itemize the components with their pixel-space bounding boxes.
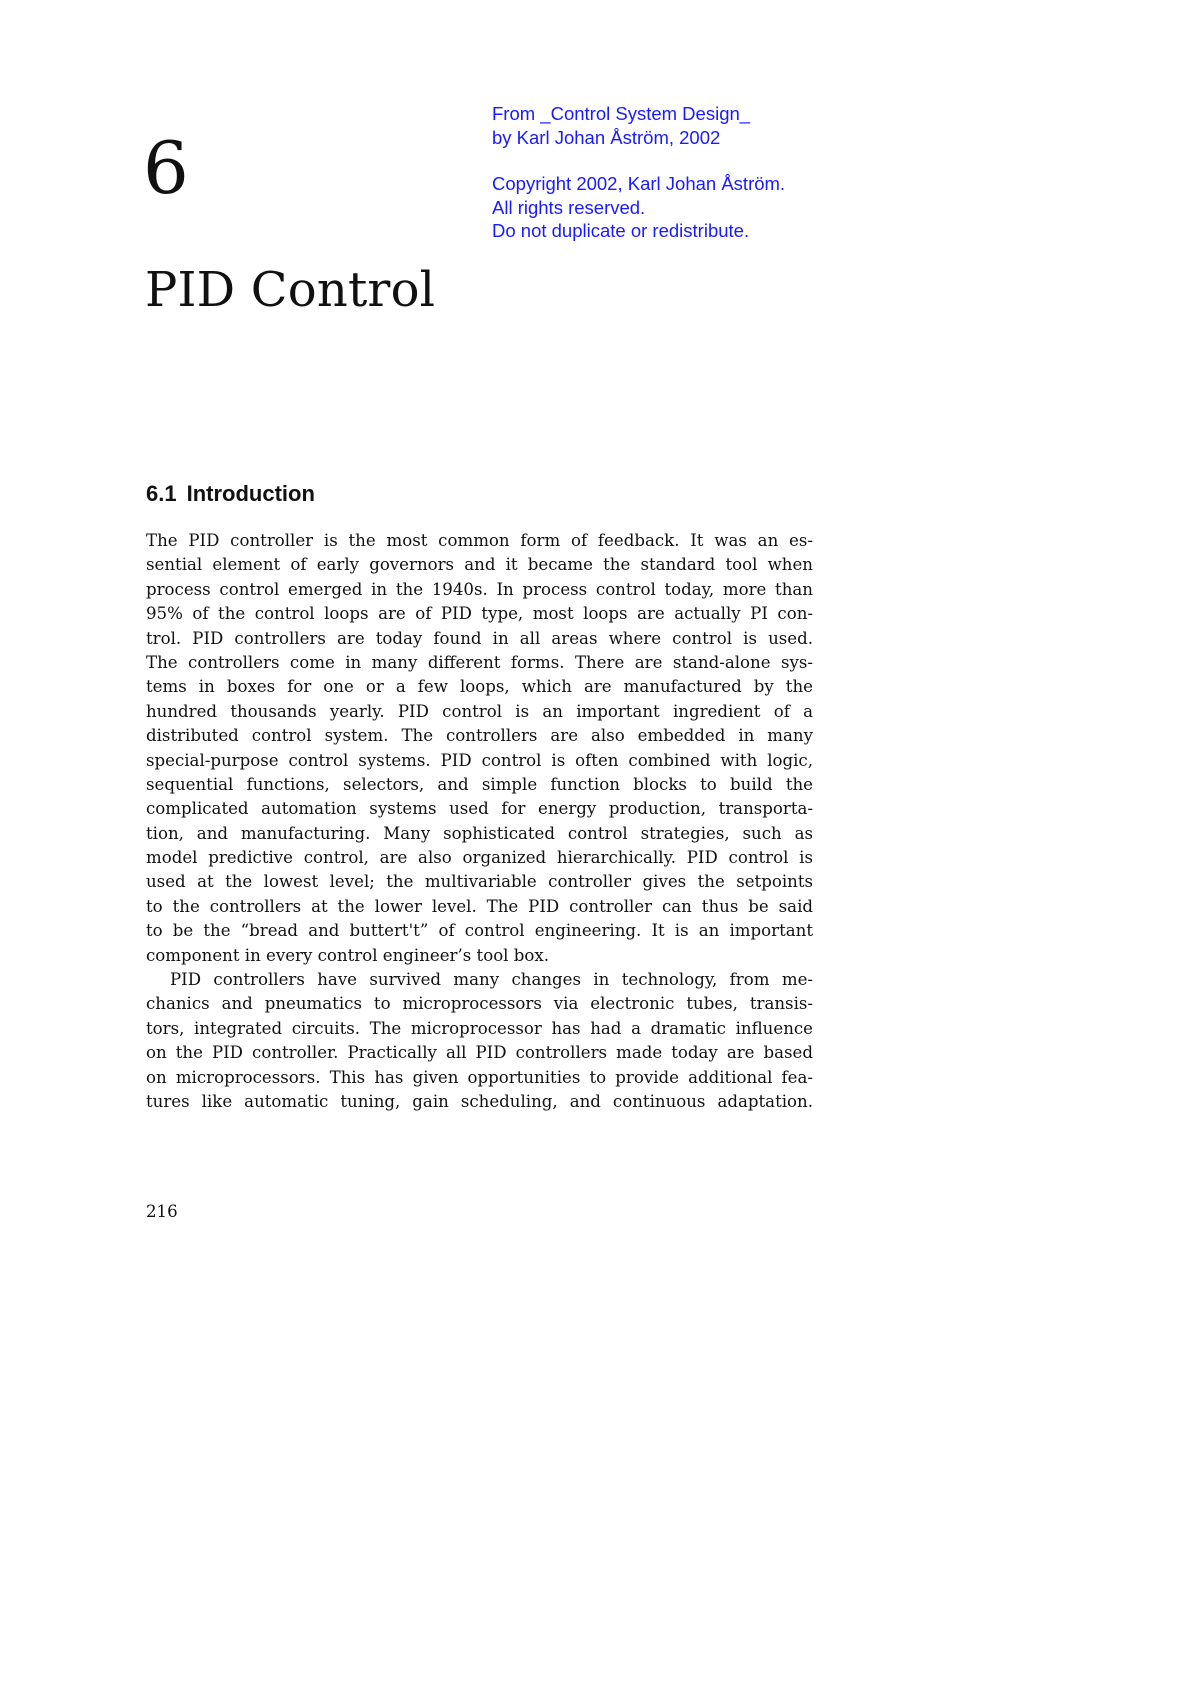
text-line: sential element of early governors and it became the standard tool when <box>146 555 813 575</box>
page-number: 216 <box>146 1202 178 1221</box>
text-line: tors, integrated circuits. The microprocessor has had a dramatic influence <box>146 1018 813 1038</box>
section-title: Introduction <box>186 481 315 506</box>
text-line: component in every control engineer’s tool box. <box>146 945 550 965</box>
text-line: to the controllers at the lower level. The PID controller can thus be said <box>146 896 813 916</box>
text-line: trol. PID controllers are today found in all areas where control is used. <box>146 628 813 648</box>
copyright-notice <box>492 102 785 243</box>
text-line: The PID controller is the most common form of feedback. It was an es- <box>146 531 813 550</box>
source-attribution <box>492 102 785 149</box>
text-line: to be the “bread and buttert't” of control engineering. It is an important <box>146 921 813 941</box>
paragraph <box>146 529 813 968</box>
text-line: complicated automation systems used for energy production, transporta- <box>146 799 813 819</box>
copyright-statement <box>492 172 785 243</box>
text-line: process control emerged in the 1940s. In process control today, more than <box>146 579 813 599</box>
section-number: 6.1 <box>146 481 177 506</box>
text-line: special-purpose control systems. PID control is often combined with logic, <box>146 750 813 770</box>
text-line: tion, and manufacturing. Many sophisticated control strategies, such as <box>146 823 813 843</box>
chapter-title: PID Control <box>145 262 436 318</box>
text-line: tems in boxes for one or a few loops, which are manufactured by the <box>146 677 813 697</box>
copyright-line: Do not duplicate or redistribute. <box>492 220 750 241</box>
source-line: by Karl Johan Åström, 2002 <box>492 126 721 148</box>
copyright-line: All rights reserved. <box>492 196 646 218</box>
section-heading <box>146 481 315 507</box>
text-line: on the PID controller. Practically all PID controllers made today are based <box>146 1043 813 1063</box>
text-line: chanics and pneumatics to microprocessors via electronic tubes, transis- <box>146 994 813 1014</box>
text-line: on microprocessors. This has given opportunities to provide additional fea- <box>146 1067 813 1087</box>
copyright-line: Copyright 2002, Karl Johan Åström. <box>492 173 786 194</box>
paragraph <box>146 968 813 1114</box>
body-text <box>146 529 813 1114</box>
source-line: From _Control System Design_ <box>492 103 751 124</box>
text-line: The controllers come in many different forms. There are stand-alone sys- <box>146 652 813 672</box>
text-line: hundred thousands yearly. PID control is an important ingredient of a <box>146 701 813 721</box>
text-line: tures like automatic tuning, gain scheduling, and continuous adaptation. <box>146 1091 813 1111</box>
chapter-number: 6 <box>143 126 189 210</box>
text-line: distributed control system. The controllers are also embedded in many <box>146 726 813 746</box>
text-line: PID controllers have survived many changes in technology, from me- <box>170 970 813 990</box>
text-line: 95% of the control loops are of PID type, most loops are actually PI con- <box>146 604 813 624</box>
text-line: sequential functions, selectors, and simple function blocks to build the <box>146 774 813 794</box>
text-line: model predictive control, are also organized hierarchically. PID control is <box>146 848 813 868</box>
text-line: used at the lowest level; the multivariable controller gives the setpoints <box>146 872 813 892</box>
